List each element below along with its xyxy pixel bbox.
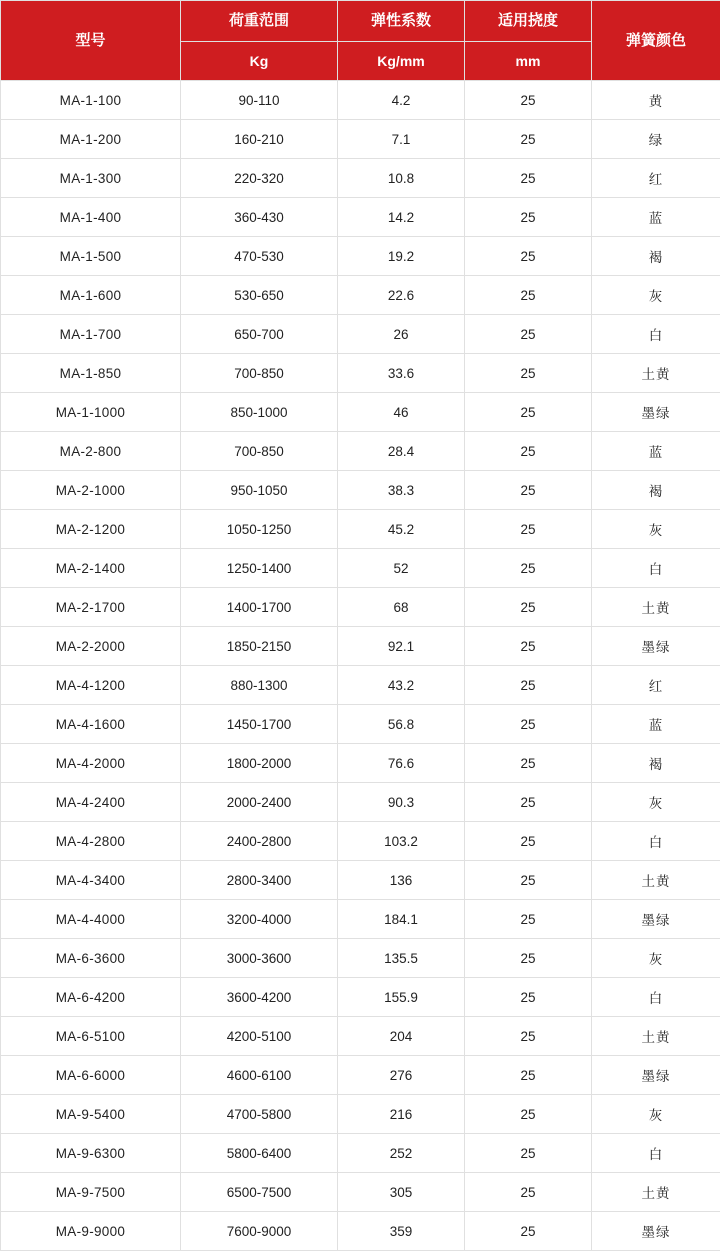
table-row [1,1017,720,1056]
cell-spring-rate: 10.8 [338,159,465,198]
cell-spring-color: 灰 [592,276,720,315]
cell-spring-rate: 252 [338,1134,465,1173]
cell-spring-rate: 4.2 [338,81,465,120]
cell-load-range: 1250-1400 [181,549,338,588]
cell-deflection: 25 [465,81,592,120]
table-row [1,81,720,120]
cell-model: MA-2-2000 [1,627,181,666]
cell-load-range: 700-850 [181,354,338,393]
cell-model: MA-1-1000 [1,393,181,432]
cell-spring-rate: 135.5 [338,939,465,978]
cell-deflection: 25 [465,1095,592,1134]
cell-spring-rate: 28.4 [338,432,465,471]
cell-deflection: 25 [465,198,592,237]
cell-spring-color: 灰 [592,783,720,822]
cell-load-range: 850-1000 [181,393,338,432]
cell-spring-color: 灰 [592,939,720,978]
cell-deflection: 25 [465,159,592,198]
cell-model: MA-4-3400 [1,861,181,900]
cell-spring-rate: 276 [338,1056,465,1095]
cell-spring-rate: 103.2 [338,822,465,861]
cell-spring-color: 蓝 [592,432,720,471]
table-row [1,432,720,471]
table-row [1,900,720,939]
cell-spring-color: 褐 [592,744,720,783]
cell-spring-color: 红 [592,159,720,198]
column-header-model: 型号 [1,1,181,81]
cell-model: MA-1-300 [1,159,181,198]
table-row [1,705,720,744]
cell-deflection: 25 [465,666,592,705]
cell-spring-rate: 45.2 [338,510,465,549]
cell-spring-rate: 26 [338,315,465,354]
cell-load-range: 7600-9000 [181,1212,338,1251]
cell-spring-rate: 90.3 [338,783,465,822]
table-row [1,783,720,822]
cell-deflection: 25 [465,1056,592,1095]
cell-spring-rate: 46 [338,393,465,432]
cell-spring-rate: 359 [338,1212,465,1251]
cell-spring-color: 黄 [592,81,720,120]
cell-deflection: 25 [465,471,592,510]
cell-model: MA-4-1200 [1,666,181,705]
cell-deflection: 25 [465,549,592,588]
cell-model: MA-9-7500 [1,1173,181,1212]
cell-deflection: 25 [465,510,592,549]
table-row [1,120,720,159]
cell-model: MA-9-9000 [1,1212,181,1251]
cell-deflection: 25 [465,354,592,393]
cell-load-range: 2800-3400 [181,861,338,900]
cell-model: MA-9-6300 [1,1134,181,1173]
column-unit-deflection: mm [465,42,592,81]
cell-spring-rate: 92.1 [338,627,465,666]
cell-model: MA-1-200 [1,120,181,159]
table-row [1,666,720,705]
cell-load-range: 1450-1700 [181,705,338,744]
cell-deflection: 25 [465,588,592,627]
cell-deflection: 25 [465,861,592,900]
table-row [1,393,720,432]
cell-spring-color: 土黄 [592,861,720,900]
table-header [1,1,720,81]
cell-model: MA-2-1700 [1,588,181,627]
cell-spring-color: 白 [592,1134,720,1173]
cell-model: MA-2-1000 [1,471,181,510]
table-row [1,1095,720,1134]
cell-spring-color: 土黄 [592,1173,720,1212]
table-row [1,510,720,549]
table-row [1,471,720,510]
cell-model: MA-2-1400 [1,549,181,588]
cell-deflection: 25 [465,432,592,471]
cell-load-range: 160-210 [181,120,338,159]
cell-deflection: 25 [465,900,592,939]
cell-model: MA-9-5400 [1,1095,181,1134]
cell-spring-color: 白 [592,315,720,354]
table-row [1,354,720,393]
cell-spring-rate: 19.2 [338,237,465,276]
table-row [1,315,720,354]
cell-load-range: 3000-3600 [181,939,338,978]
cell-spring-color: 灰 [592,1095,720,1134]
table-row [1,861,720,900]
table-row [1,1212,720,1251]
column-header-spring-color: 弹簧颜色 [592,1,720,81]
table-row [1,276,720,315]
cell-load-range: 220-320 [181,159,338,198]
cell-model: MA-4-2000 [1,744,181,783]
table-row [1,198,720,237]
table-row [1,1134,720,1173]
cell-spring-rate: 184.1 [338,900,465,939]
cell-spring-color: 蓝 [592,198,720,237]
cell-model: MA-6-3600 [1,939,181,978]
cell-spring-rate: 305 [338,1173,465,1212]
cell-model: MA-1-850 [1,354,181,393]
cell-spring-rate: 216 [338,1095,465,1134]
table-row [1,237,720,276]
cell-spring-rate: 52 [338,549,465,588]
cell-load-range: 4600-6100 [181,1056,338,1095]
cell-model: MA-2-800 [1,432,181,471]
cell-load-range: 360-430 [181,198,338,237]
cell-load-range: 470-530 [181,237,338,276]
cell-load-range: 1050-1250 [181,510,338,549]
cell-spring-rate: 14.2 [338,198,465,237]
column-unit-load-range: Kg [181,42,338,81]
cell-model: MA-4-4000 [1,900,181,939]
table-body [1,81,720,1251]
cell-spring-color: 灰 [592,510,720,549]
cell-model: MA-2-1200 [1,510,181,549]
cell-model: MA-1-700 [1,315,181,354]
cell-deflection: 25 [465,939,592,978]
cell-deflection: 25 [465,120,592,159]
cell-load-range: 2000-2400 [181,783,338,822]
cell-deflection: 25 [465,1173,592,1212]
cell-load-range: 5800-6400 [181,1134,338,1173]
cell-spring-rate: 38.3 [338,471,465,510]
cell-spring-color: 蓝 [592,705,720,744]
cell-spring-color: 墨绿 [592,900,720,939]
cell-load-range: 90-110 [181,81,338,120]
cell-model: MA-1-600 [1,276,181,315]
cell-model: MA-6-6000 [1,1056,181,1095]
table-row [1,978,720,1017]
cell-spring-rate: 155.9 [338,978,465,1017]
cell-deflection: 25 [465,237,592,276]
cell-load-range: 950-1050 [181,471,338,510]
cell-load-range: 1850-2150 [181,627,338,666]
cell-spring-rate: 33.6 [338,354,465,393]
cell-spring-color: 褐 [592,237,720,276]
cell-deflection: 25 [465,1017,592,1056]
cell-model: MA-1-400 [1,198,181,237]
table-row [1,822,720,861]
column-header-load-range: 荷重范围 [181,1,338,42]
header-row-titles [1,1,720,42]
table-row [1,939,720,978]
cell-spring-color: 褐 [592,471,720,510]
cell-deflection: 25 [465,627,592,666]
cell-model: MA-4-2800 [1,822,181,861]
cell-model: MA-1-500 [1,237,181,276]
cell-spring-color: 白 [592,978,720,1017]
cell-deflection: 25 [465,393,592,432]
cell-spring-color: 墨绿 [592,1056,720,1095]
cell-spring-rate: 22.6 [338,276,465,315]
cell-load-range: 880-1300 [181,666,338,705]
cell-model: MA-6-5100 [1,1017,181,1056]
table-row [1,627,720,666]
cell-deflection: 25 [465,705,592,744]
cell-deflection: 25 [465,1212,592,1251]
cell-deflection: 25 [465,822,592,861]
cell-load-range: 1800-2000 [181,744,338,783]
column-unit-spring-rate: Kg/mm [338,42,465,81]
cell-load-range: 700-850 [181,432,338,471]
cell-load-range: 4200-5100 [181,1017,338,1056]
table-row [1,744,720,783]
table-row [1,549,720,588]
cell-spring-color: 白 [592,822,720,861]
cell-load-range: 3200-4000 [181,900,338,939]
cell-spring-color: 土黄 [592,1017,720,1056]
cell-load-range: 6500-7500 [181,1173,338,1212]
table-row [1,1173,720,1212]
table-row [1,588,720,627]
cell-spring-rate: 76.6 [338,744,465,783]
cell-load-range: 3600-4200 [181,978,338,1017]
cell-model: MA-1-100 [1,81,181,120]
cell-spring-rate: 68 [338,588,465,627]
cell-spring-rate: 56.8 [338,705,465,744]
cell-deflection: 25 [465,276,592,315]
cell-spring-color: 绿 [592,120,720,159]
cell-spring-rate: 204 [338,1017,465,1056]
cell-deflection: 25 [465,1134,592,1173]
cell-model: MA-4-2400 [1,783,181,822]
cell-deflection: 25 [465,744,592,783]
cell-deflection: 25 [465,315,592,354]
cell-spring-color: 土黄 [592,354,720,393]
cell-model: MA-4-1600 [1,705,181,744]
cell-load-range: 1400-1700 [181,588,338,627]
column-header-spring-rate: 弹性系数 [338,1,465,42]
cell-load-range: 530-650 [181,276,338,315]
cell-spring-rate: 43.2 [338,666,465,705]
cell-spring-color: 白 [592,549,720,588]
cell-spring-rate: 7.1 [338,120,465,159]
table-row [1,159,720,198]
cell-spring-color: 土黄 [592,588,720,627]
cell-deflection: 25 [465,978,592,1017]
cell-spring-rate: 136 [338,861,465,900]
cell-spring-color: 墨绿 [592,627,720,666]
cell-load-range: 4700-5800 [181,1095,338,1134]
cell-spring-color: 红 [592,666,720,705]
column-header-deflection: 适用挠度 [465,1,592,42]
cell-deflection: 25 [465,783,592,822]
cell-load-range: 650-700 [181,315,338,354]
cell-spring-color: 墨绿 [592,1212,720,1251]
cell-load-range: 2400-2800 [181,822,338,861]
cell-model: MA-6-4200 [1,978,181,1017]
cell-spring-color: 墨绿 [592,393,720,432]
table-row [1,1056,720,1095]
